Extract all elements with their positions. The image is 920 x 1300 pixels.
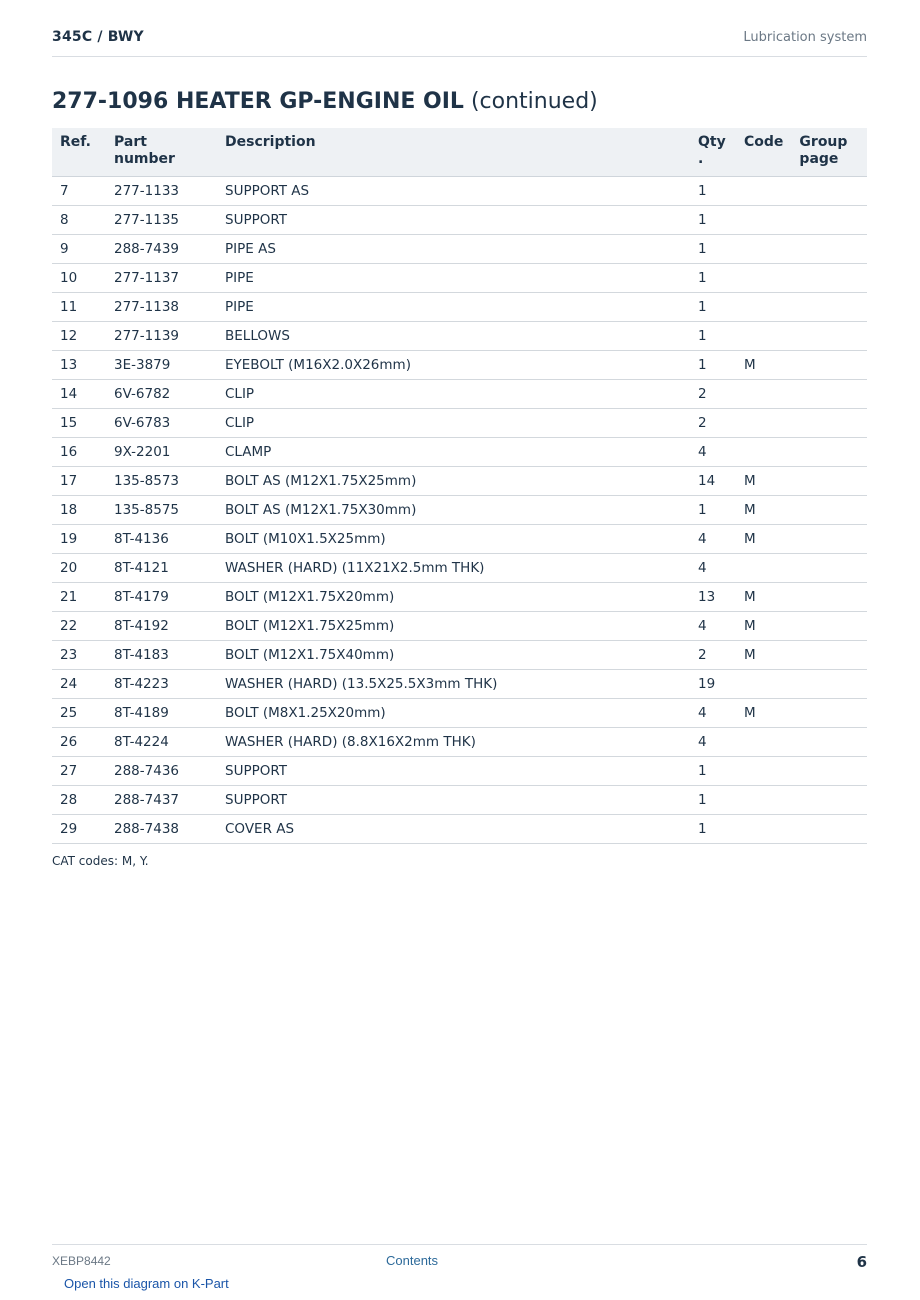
document-id: XEBP8442 (52, 1254, 111, 1268)
cell-part-number: 8T-4179 (106, 583, 217, 612)
cell-code (736, 728, 791, 757)
page-number: 6 (856, 1253, 867, 1271)
cell-qty: 1 (690, 757, 736, 786)
cell-description: EYEBOLT (M16X2.0X26mm) (217, 351, 690, 380)
cell-ref: 23 (52, 641, 106, 670)
cell-group-page (791, 322, 867, 351)
cell-qty: 4 (690, 699, 736, 728)
page-footer (52, 1244, 867, 1275)
cell-description: SUPPORT AS (217, 177, 690, 206)
cell-ref: 22 (52, 612, 106, 641)
parts-table-body (52, 177, 867, 844)
cell-group-page (791, 206, 867, 235)
cat-codes-note: CAT codes: M, Y. (52, 854, 149, 868)
cell-qty: 4 (690, 525, 736, 554)
title-suffix: (continued) (463, 89, 598, 114)
cell-ref: 9 (52, 235, 106, 264)
cell-code (736, 757, 791, 786)
header-qty: Qty . (690, 128, 736, 177)
cell-ref: 7 (52, 177, 106, 206)
cell-part-number: 3E-3879 (106, 351, 217, 380)
cell-description: PIPE AS (217, 235, 690, 264)
cell-ref: 27 (52, 757, 106, 786)
cell-description: PIPE (217, 264, 690, 293)
cell-code (736, 264, 791, 293)
table-row (52, 728, 867, 757)
header-part-number: Part number (106, 128, 217, 177)
cell-qty: 1 (690, 206, 736, 235)
cell-qty: 2 (690, 409, 736, 438)
table-row (52, 409, 867, 438)
table-row (52, 815, 867, 844)
cell-description: CLIP (217, 409, 690, 438)
contents-link[interactable]: Contents (386, 1253, 439, 1268)
cell-code: M (736, 467, 791, 496)
cell-group-page (791, 757, 867, 786)
cell-code (736, 206, 791, 235)
cell-description: BOLT (M10X1.5X25mm) (217, 525, 690, 554)
cell-part-number: 135-8573 (106, 467, 217, 496)
title-main: 277-1096 HEATER GP-ENGINE OIL (52, 89, 464, 114)
cell-code (736, 177, 791, 206)
cell-code: M (736, 496, 791, 525)
table-row (52, 786, 867, 815)
cell-part-number: 288-7436 (106, 757, 217, 786)
cell-qty: 4 (690, 728, 736, 757)
cell-part-number: 288-7437 (106, 786, 217, 815)
cell-part-number: 6V-6783 (106, 409, 217, 438)
cell-code: M (736, 351, 791, 380)
cell-part-number: 135-8575 (106, 496, 217, 525)
cell-code (736, 380, 791, 409)
cell-ref: 17 (52, 467, 106, 496)
table-row (52, 583, 867, 612)
cell-description: BOLT (M12X1.75X25mm) (217, 612, 690, 641)
table-row (52, 177, 867, 206)
table-row (52, 496, 867, 525)
cell-group-page (791, 496, 867, 525)
cell-part-number: 277-1137 (106, 264, 217, 293)
cell-ref: 8 (52, 206, 106, 235)
cell-group-page (791, 380, 867, 409)
cell-group-page (791, 293, 867, 322)
cell-part-number: 277-1138 (106, 293, 217, 322)
cell-ref: 10 (52, 264, 106, 293)
cell-part-number: 8T-4183 (106, 641, 217, 670)
cell-part-number: 277-1139 (106, 322, 217, 351)
cell-description: WASHER (HARD) (11X21X2.5mm THK) (217, 554, 690, 583)
cell-group-page (791, 728, 867, 757)
table-row (52, 264, 867, 293)
cell-part-number: 288-7439 (106, 235, 217, 264)
cell-qty: 1 (690, 815, 736, 844)
cell-part-number: 6V-6782 (106, 380, 217, 409)
cell-description: WASHER (HARD) (13.5X25.5X3mm THK) (217, 670, 690, 699)
cell-ref: 12 (52, 322, 106, 351)
cell-code (736, 554, 791, 583)
cell-code (736, 438, 791, 467)
cell-description: BELLOWS (217, 322, 690, 351)
cell-part-number: 277-1135 (106, 206, 217, 235)
cell-qty: 19 (690, 670, 736, 699)
cell-qty: 4 (690, 554, 736, 583)
cell-ref: 29 (52, 815, 106, 844)
table-row (52, 206, 867, 235)
table-row (52, 699, 867, 728)
table-row (52, 293, 867, 322)
cell-group-page (791, 409, 867, 438)
cell-code (736, 786, 791, 815)
cell-qty: 1 (690, 786, 736, 815)
cell-part-number: 8T-4189 (106, 699, 217, 728)
cell-description: CLAMP (217, 438, 690, 467)
cell-qty: 1 (690, 293, 736, 322)
cell-qty: 1 (690, 496, 736, 525)
cell-qty: 1 (690, 235, 736, 264)
cell-description: BOLT (M8X1.25X20mm) (217, 699, 690, 728)
parts-table (52, 128, 867, 844)
cell-part-number: 8T-4223 (106, 670, 217, 699)
header-ref: Ref. (52, 128, 106, 177)
cell-group-page (791, 351, 867, 380)
cell-qty: 4 (690, 612, 736, 641)
cell-qty: 13 (690, 583, 736, 612)
table-row (52, 612, 867, 641)
cell-ref: 24 (52, 670, 106, 699)
cell-ref: 25 (52, 699, 106, 728)
cell-group-page (791, 815, 867, 844)
cell-code: M (736, 612, 791, 641)
cell-description: COVER AS (217, 815, 690, 844)
cell-description: BOLT AS (M12X1.75X25mm) (217, 467, 690, 496)
table-row (52, 670, 867, 699)
cell-code: M (736, 525, 791, 554)
cell-qty: 2 (690, 641, 736, 670)
table-row (52, 380, 867, 409)
cell-group-page (791, 177, 867, 206)
model-label: 345C / BWY (52, 29, 144, 45)
cell-ref: 18 (52, 496, 106, 525)
table-row (52, 554, 867, 583)
page-title (52, 89, 598, 114)
cell-description: BOLT (M12X1.75X40mm) (217, 641, 690, 670)
cell-qty: 4 (690, 438, 736, 467)
cell-code (736, 235, 791, 264)
cell-group-page (791, 467, 867, 496)
cell-description: BOLT AS (M12X1.75X30mm) (217, 496, 690, 525)
cell-ref: 21 (52, 583, 106, 612)
cell-ref: 26 (52, 728, 106, 757)
cell-qty: 1 (690, 177, 736, 206)
cell-code (736, 322, 791, 351)
cell-group-page (791, 641, 867, 670)
cell-qty: 1 (690, 351, 736, 380)
open-kpart-link[interactable]: Open this diagram on K-Part (64, 1276, 229, 1291)
cell-description: SUPPORT (217, 757, 690, 786)
cell-code (736, 815, 791, 844)
cell-group-page (791, 554, 867, 583)
page-header (52, 26, 867, 57)
cell-group-page (791, 612, 867, 641)
cell-part-number: 9X-2201 (106, 438, 217, 467)
cell-description: SUPPORT (217, 786, 690, 815)
cell-code (736, 409, 791, 438)
cell-description: WASHER (HARD) (8.8X16X2mm THK) (217, 728, 690, 757)
header-group-page: Group page (791, 128, 867, 177)
cell-ref: 20 (52, 554, 106, 583)
table-header-row (52, 128, 867, 177)
cell-part-number: 288-7438 (106, 815, 217, 844)
cell-qty: 14 (690, 467, 736, 496)
cell-group-page (791, 670, 867, 699)
cell-group-page (791, 438, 867, 467)
cell-group-page (791, 235, 867, 264)
cell-code (736, 670, 791, 699)
cell-part-number: 8T-4121 (106, 554, 217, 583)
cell-ref: 15 (52, 409, 106, 438)
cell-description: CLIP (217, 380, 690, 409)
cell-part-number: 8T-4192 (106, 612, 217, 641)
cell-part-number: 8T-4224 (106, 728, 217, 757)
table-row (52, 351, 867, 380)
cell-qty: 1 (690, 264, 736, 293)
cell-group-page (791, 786, 867, 815)
cell-group-page (791, 699, 867, 728)
cell-group-page (791, 264, 867, 293)
table-row (52, 641, 867, 670)
cell-part-number: 8T-4136 (106, 525, 217, 554)
section-label: Lubrication system (743, 30, 867, 45)
cell-code: M (736, 699, 791, 728)
cell-code (736, 293, 791, 322)
cell-part-number: 277-1133 (106, 177, 217, 206)
cell-group-page (791, 525, 867, 554)
cell-ref: 16 (52, 438, 106, 467)
cell-description: BOLT (M12X1.75X20mm) (217, 583, 690, 612)
table-row (52, 235, 867, 264)
cell-group-page (791, 583, 867, 612)
cell-ref: 19 (52, 525, 106, 554)
cell-description: SUPPORT (217, 206, 690, 235)
table-row (52, 438, 867, 467)
table-row (52, 467, 867, 496)
cell-code: M (736, 641, 791, 670)
cell-ref: 13 (52, 351, 106, 380)
table-row (52, 322, 867, 351)
cell-code: M (736, 583, 791, 612)
table-row (52, 525, 867, 554)
cell-ref: 28 (52, 786, 106, 815)
cell-qty: 1 (690, 322, 736, 351)
table-row (52, 757, 867, 786)
header-description: Description (217, 128, 690, 177)
cell-ref: 14 (52, 380, 106, 409)
cell-ref: 11 (52, 293, 106, 322)
cell-description: PIPE (217, 293, 690, 322)
header-code: Code (736, 128, 791, 177)
cell-qty: 2 (690, 380, 736, 409)
